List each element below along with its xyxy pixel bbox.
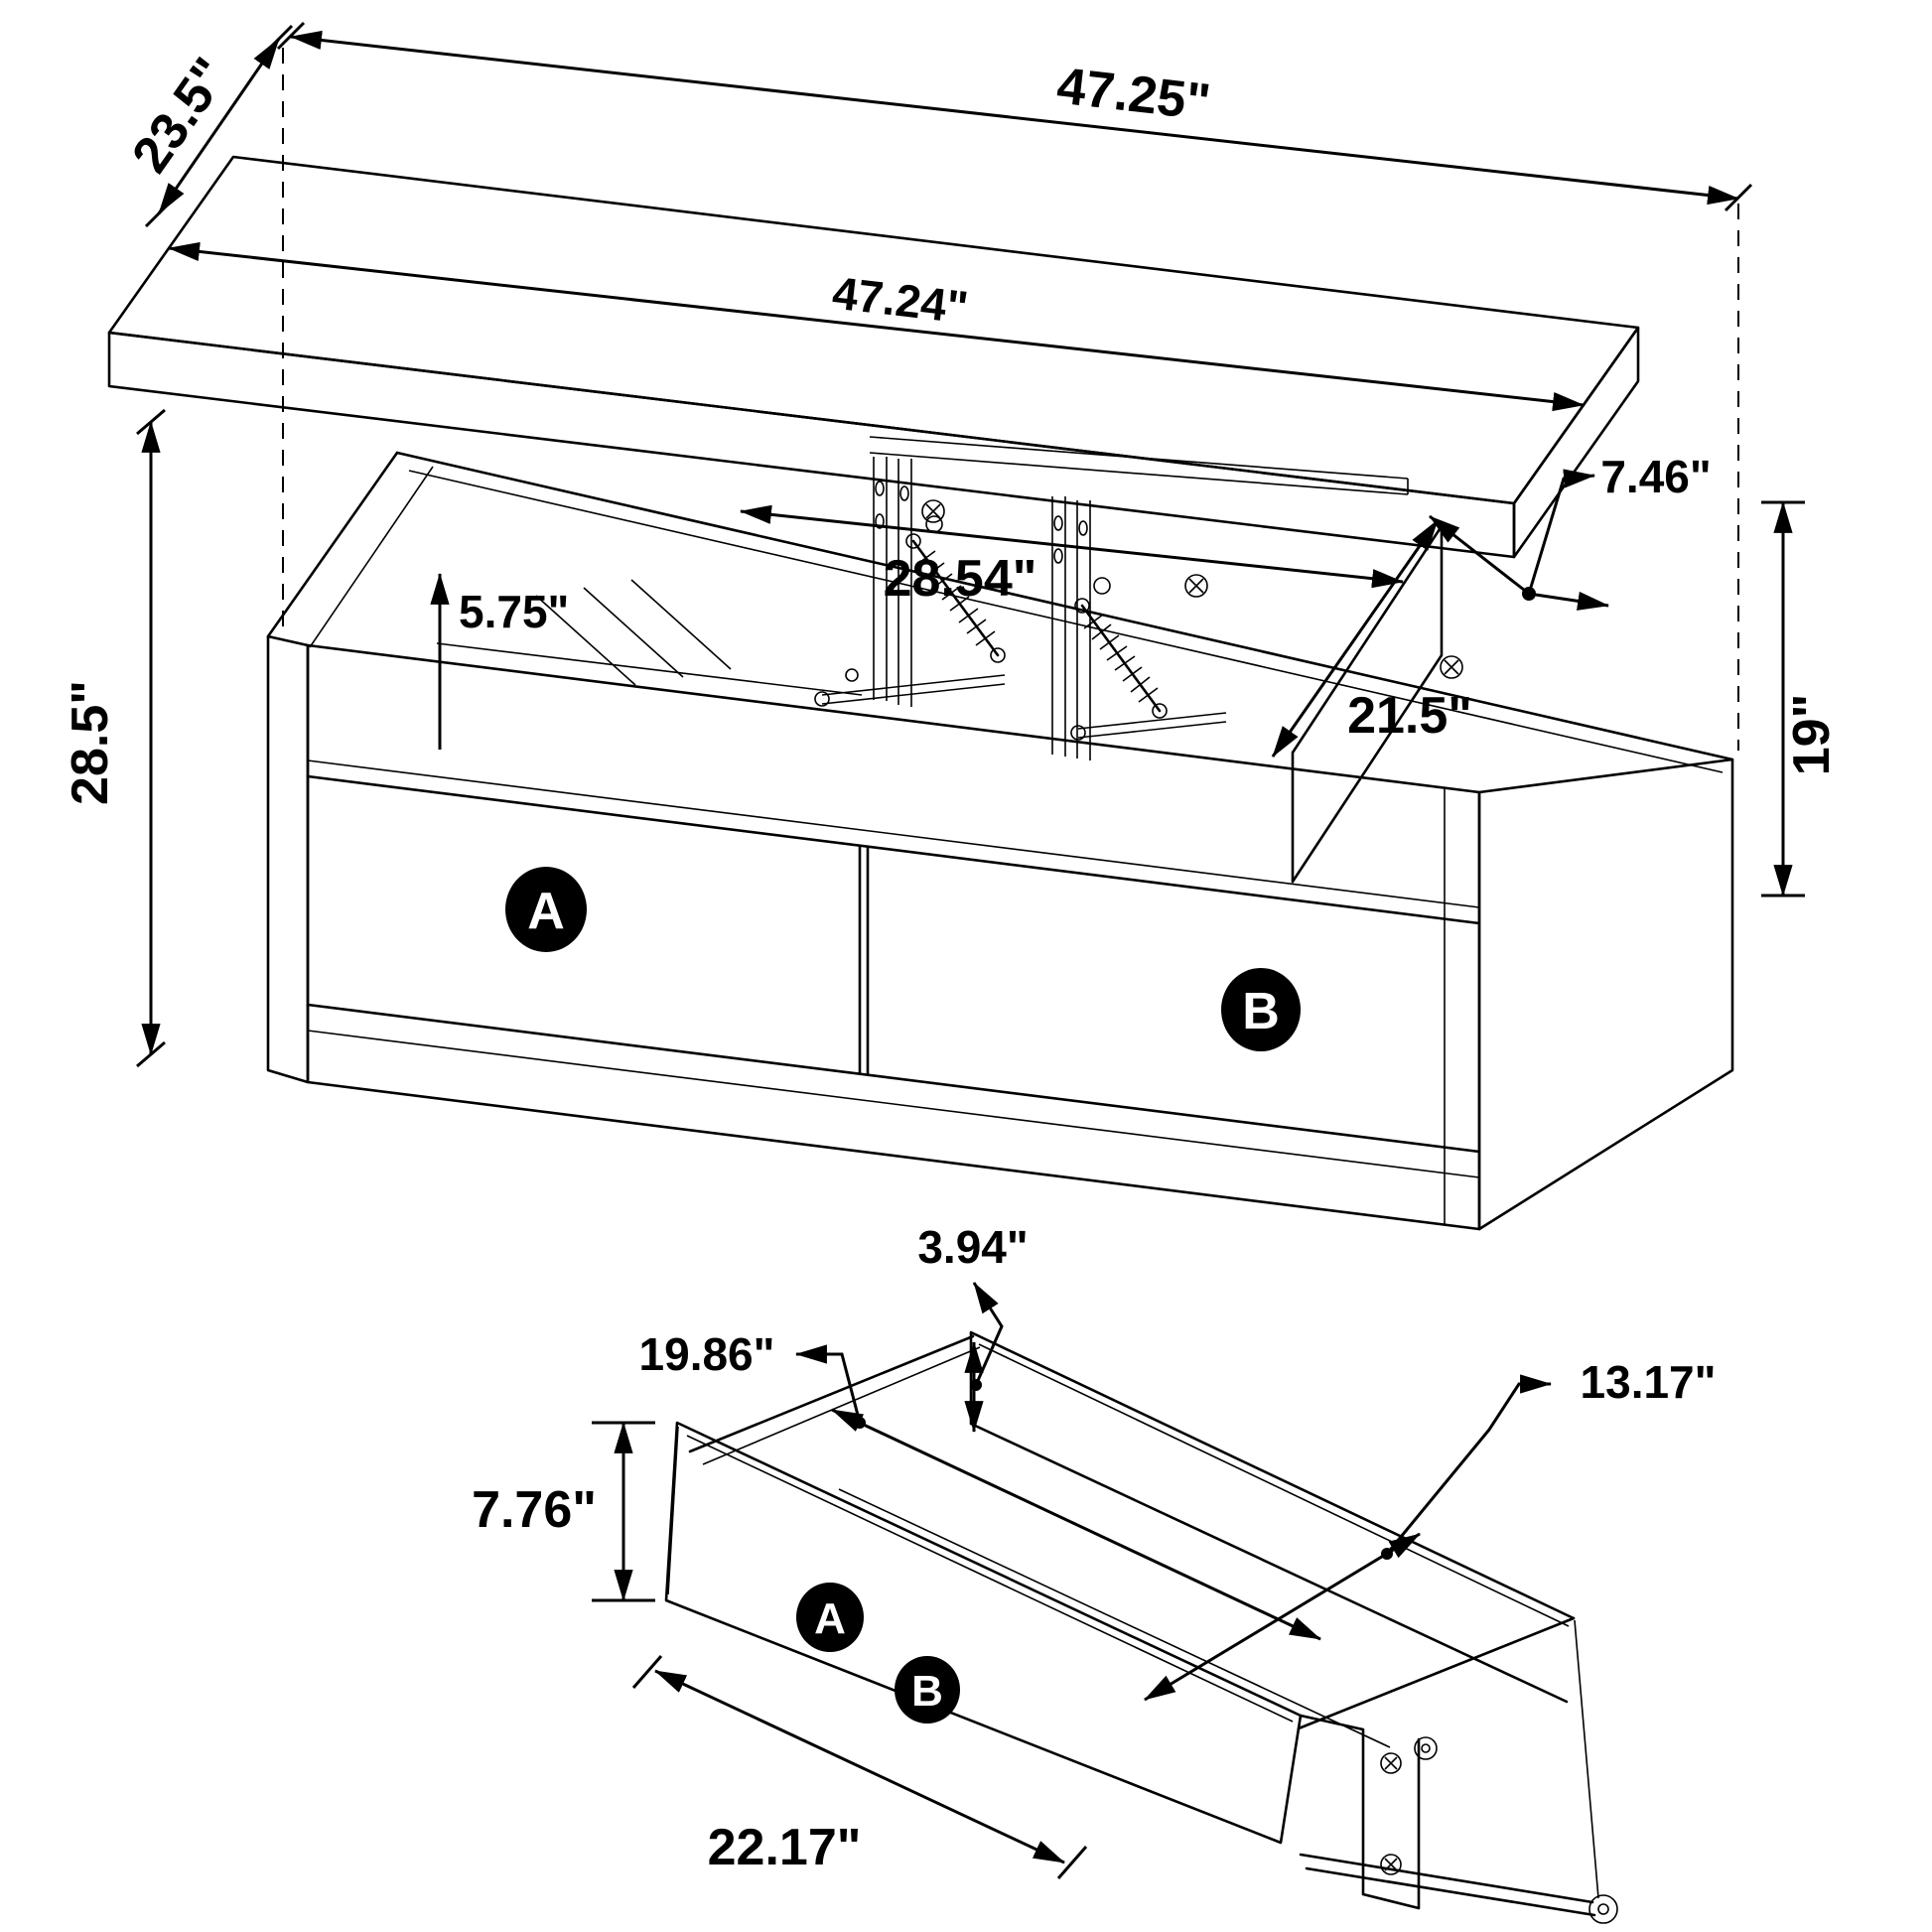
dim-interior-length (741, 511, 1403, 608)
dim-top-depth-label: 23.5" (121, 48, 240, 184)
dim-lift-clearance-label: 5.75" (459, 586, 570, 637)
dim-drawer-interior-depth (1145, 1356, 1716, 1700)
dim-top-surface-length-label: 47.24" (829, 266, 971, 334)
lift-support-beam (870, 437, 1408, 494)
dim-front-panel-length-label: 22.17" (707, 1819, 862, 1876)
screw-icon (1381, 1855, 1401, 1874)
dim-overall-height (62, 410, 165, 1066)
dim-side-opening-depth-label: 21.5" (1347, 687, 1472, 745)
dim-side-opening-width (1430, 451, 1712, 606)
callout-drawer-a-label: A (527, 883, 565, 940)
dim-base-height-label: 19" (1783, 693, 1841, 776)
drawer-view (472, 1221, 1716, 1923)
dim-side-wall-height (917, 1221, 1028, 1432)
dim-lift-clearance (440, 574, 569, 750)
dim-top-surface-length (169, 248, 1584, 405)
dim-top-length (278, 23, 1751, 210)
spring-right (1075, 599, 1167, 718)
callout-drawer-b-label: B (1242, 983, 1280, 1040)
dim-front-panel-height (472, 1423, 655, 1600)
screw-icon (1441, 656, 1462, 678)
dim-drawer-interior-depth-label: 13.17" (1580, 1356, 1717, 1408)
dim-front-panel-height-label: 7.76" (472, 1481, 597, 1539)
drawer-slide-rail (1301, 1737, 1617, 1923)
dim-side-opening-width-label: 7.46" (1600, 451, 1712, 502)
screw-icon (1185, 575, 1207, 597)
dim-side-wall-height-label: 3.94" (917, 1221, 1029, 1273)
dim-drawer-interior-length-label: 19.86" (638, 1328, 775, 1380)
main-view (62, 23, 1841, 1229)
screw-icon (922, 500, 944, 522)
callout-drawer-a-detail (796, 1583, 864, 1652)
callout-drawer-a (505, 867, 587, 952)
callout-drawer-b-detail (895, 1656, 960, 1724)
callout-drawer-b (1221, 968, 1301, 1051)
dim-top-length-label: 47.25" (1053, 57, 1214, 132)
callout-drawer-a-detail-label: A (814, 1594, 846, 1643)
dim-front-panel-length (633, 1656, 1086, 1878)
screw-icon (1381, 1753, 1401, 1773)
callout-drawer-b-detail-label: B (911, 1667, 943, 1716)
dim-overall-height-label: 28.5" (62, 680, 119, 805)
dim-base-height (1761, 502, 1841, 896)
dim-interior-length-label: 28.54" (883, 550, 1037, 608)
